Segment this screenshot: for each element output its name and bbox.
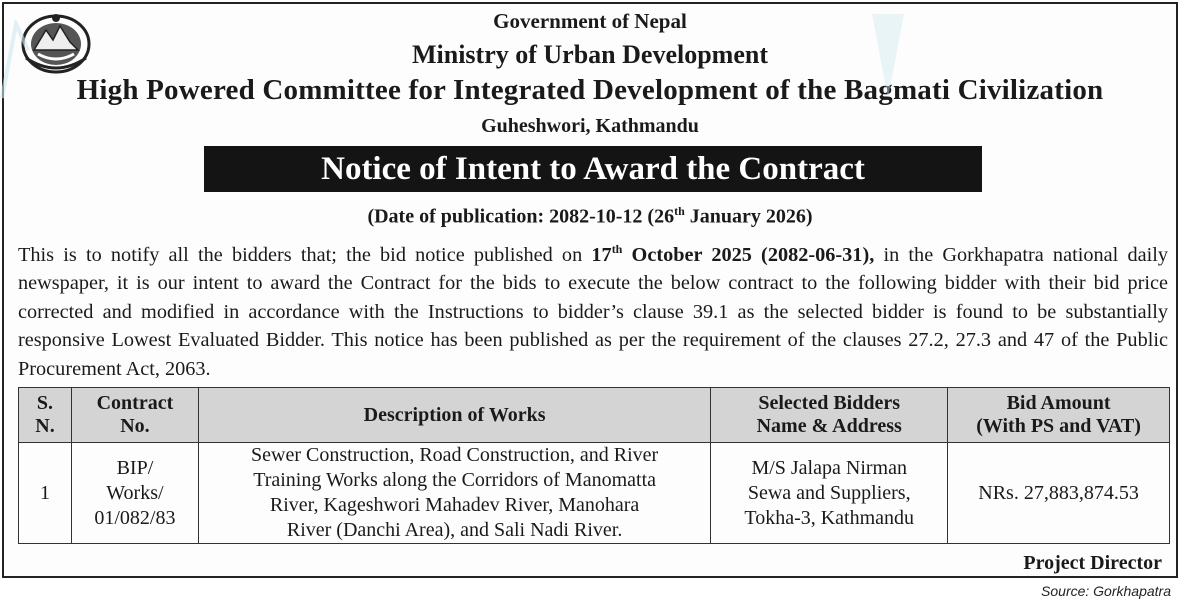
- source-credit: Source: Gorkhapatra: [1041, 583, 1171, 599]
- header-description: Description of Works: [198, 388, 710, 443]
- header-bid-amount: Bid Amount (With PS and VAT): [948, 388, 1170, 443]
- cell-bidder: M/S Jalapa Nirman Sewa and Suppliers, Tokha-3, Kathmandu: [711, 443, 948, 544]
- cell-bid-amount: NRs. 27,883,874.53: [948, 443, 1170, 544]
- header-contract-no: Contract No.: [71, 388, 198, 443]
- table-row: [19, 443, 1170, 544]
- ministry-title: Ministry of Urban Development: [411, 40, 768, 69]
- government-title: Government of Nepal: [493, 9, 687, 33]
- header-sn: S. N.: [19, 388, 72, 443]
- publication-date: (Date of publication: 2082-10-12 (26th January 2026): [367, 204, 813, 228]
- office-location: Guheshwori, Kathmandu: [481, 115, 699, 137]
- signature-project-director: Project Director: [1023, 552, 1162, 574]
- notice-title-banner: Notice of Intent to Award the Contract: [204, 146, 982, 192]
- cell-contract-no: BIP/ Works/ 01/082/83: [71, 443, 198, 544]
- award-table: [18, 387, 1170, 544]
- table-header-row: [19, 388, 1170, 443]
- cell-description: Sewer Construction, Road Construction, and River Training Works along the Corridors of Manomatta River, Kageshwori Mahadev River, Manohara River (Danchi Area), and Sali Nadi River.: [198, 443, 710, 544]
- notice-body: This is to notify all the bidders that; the bid notice published on 17th October 2025 (2082-06-31), in the Gorkhapatra national daily newspaper, it is our intent to award the Contract for the bids to execute the below contract to the following bidder with their bid price corrected and modified in accordance with the Instructions to bidder’s clause 39.1 as the selected bidder is found to be substantially responsive Lowest Evaluated Bidder. This notice has been published as per the requirement of the clauses 27.2, 27.3 and 47 of the Public Procurement Act, 2063.: [18, 242, 1168, 380]
- notice-frame: [2, 2, 1178, 578]
- cell-sn: 1: [19, 443, 72, 544]
- header-bidder: Selected Bidders Name & Address: [711, 388, 948, 443]
- committee-title: High Powered Committee for Integrated Development of the Bagmati Civilization: [76, 74, 1104, 106]
